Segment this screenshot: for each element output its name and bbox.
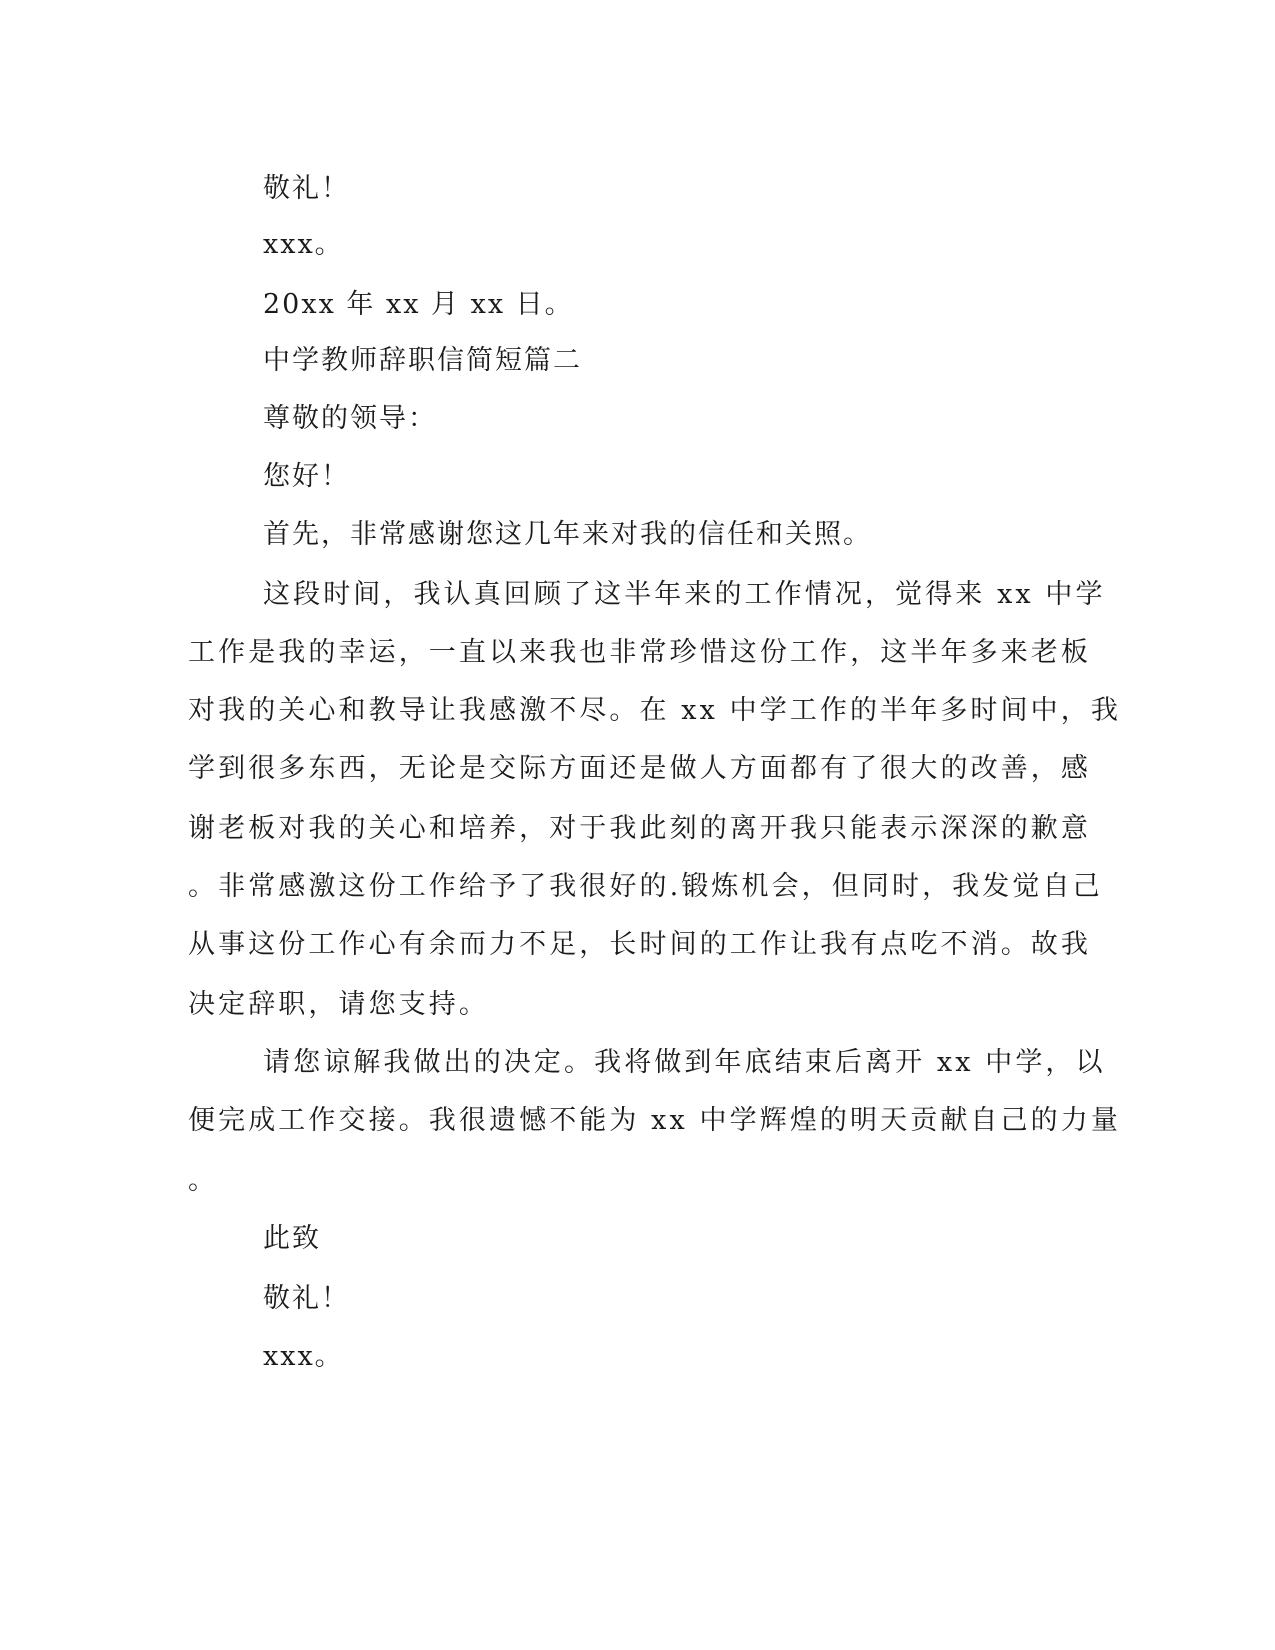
- paragraph-2-line-1: 这段时间，我认真回顾了这半年来的工作情况，觉得来 xx 中学: [263, 579, 1106, 610]
- paragraph-2-line-2: 工作是我的幸运，一直以来我也非常珍惜这份工作，这半年多来老板: [188, 637, 1091, 668]
- paragraph-3-line-3: 。: [188, 1165, 219, 1196]
- signature-2: xxx。: [263, 1341, 344, 1372]
- paragraph-2-line-5: 谢老板对我的关心和培养，对于我此刻的离开我只能表示深深的歉意: [188, 813, 1091, 844]
- signature-1: xxx。: [263, 229, 344, 260]
- closing-phrase: 此致: [263, 1223, 321, 1254]
- section-title: 中学教师辞职信简短篇二: [263, 345, 582, 376]
- closing-salute-2: 敬礼！: [263, 1283, 350, 1314]
- paragraph-1: 首先，非常感谢您这几年来对我的信任和关照。: [263, 519, 872, 550]
- paragraph-3-line-1: 请您谅解我做出的决定。我将做到年底结束后离开 xx 中学，以: [263, 1047, 1106, 1078]
- paragraph-2-line-4: 学到很多东西，无论是交际方面还是做人方面都有了很大的改善，感: [188, 753, 1091, 784]
- paragraph-3-line-2: 便完成工作交接。我很遗憾不能为 xx 中学辉煌的明天贡献自己的力量: [188, 1105, 1121, 1136]
- salutation: 尊敬的领导：: [263, 403, 437, 434]
- paragraph-2-line-7: 从事这份工作心有余而力不足，长时间的工作让我有点吃不消。故我: [188, 929, 1091, 960]
- paragraph-2-line-8: 决定辞职，请您支持。: [188, 989, 489, 1020]
- closing-salute-1: 敬礼！: [263, 173, 350, 204]
- paragraph-2-line-3: 对我的关心和教导让我感激不尽。在 xx 中学工作的半年多时间中，我: [188, 695, 1121, 726]
- date-line: 20xx 年 xx 月 xx 日。: [263, 289, 574, 320]
- greeting: 您好！: [263, 461, 350, 492]
- paragraph-2-line-6: 。非常感激这份工作给予了我很好的.锻炼机会，但同时，我发觉自己: [188, 871, 1103, 902]
